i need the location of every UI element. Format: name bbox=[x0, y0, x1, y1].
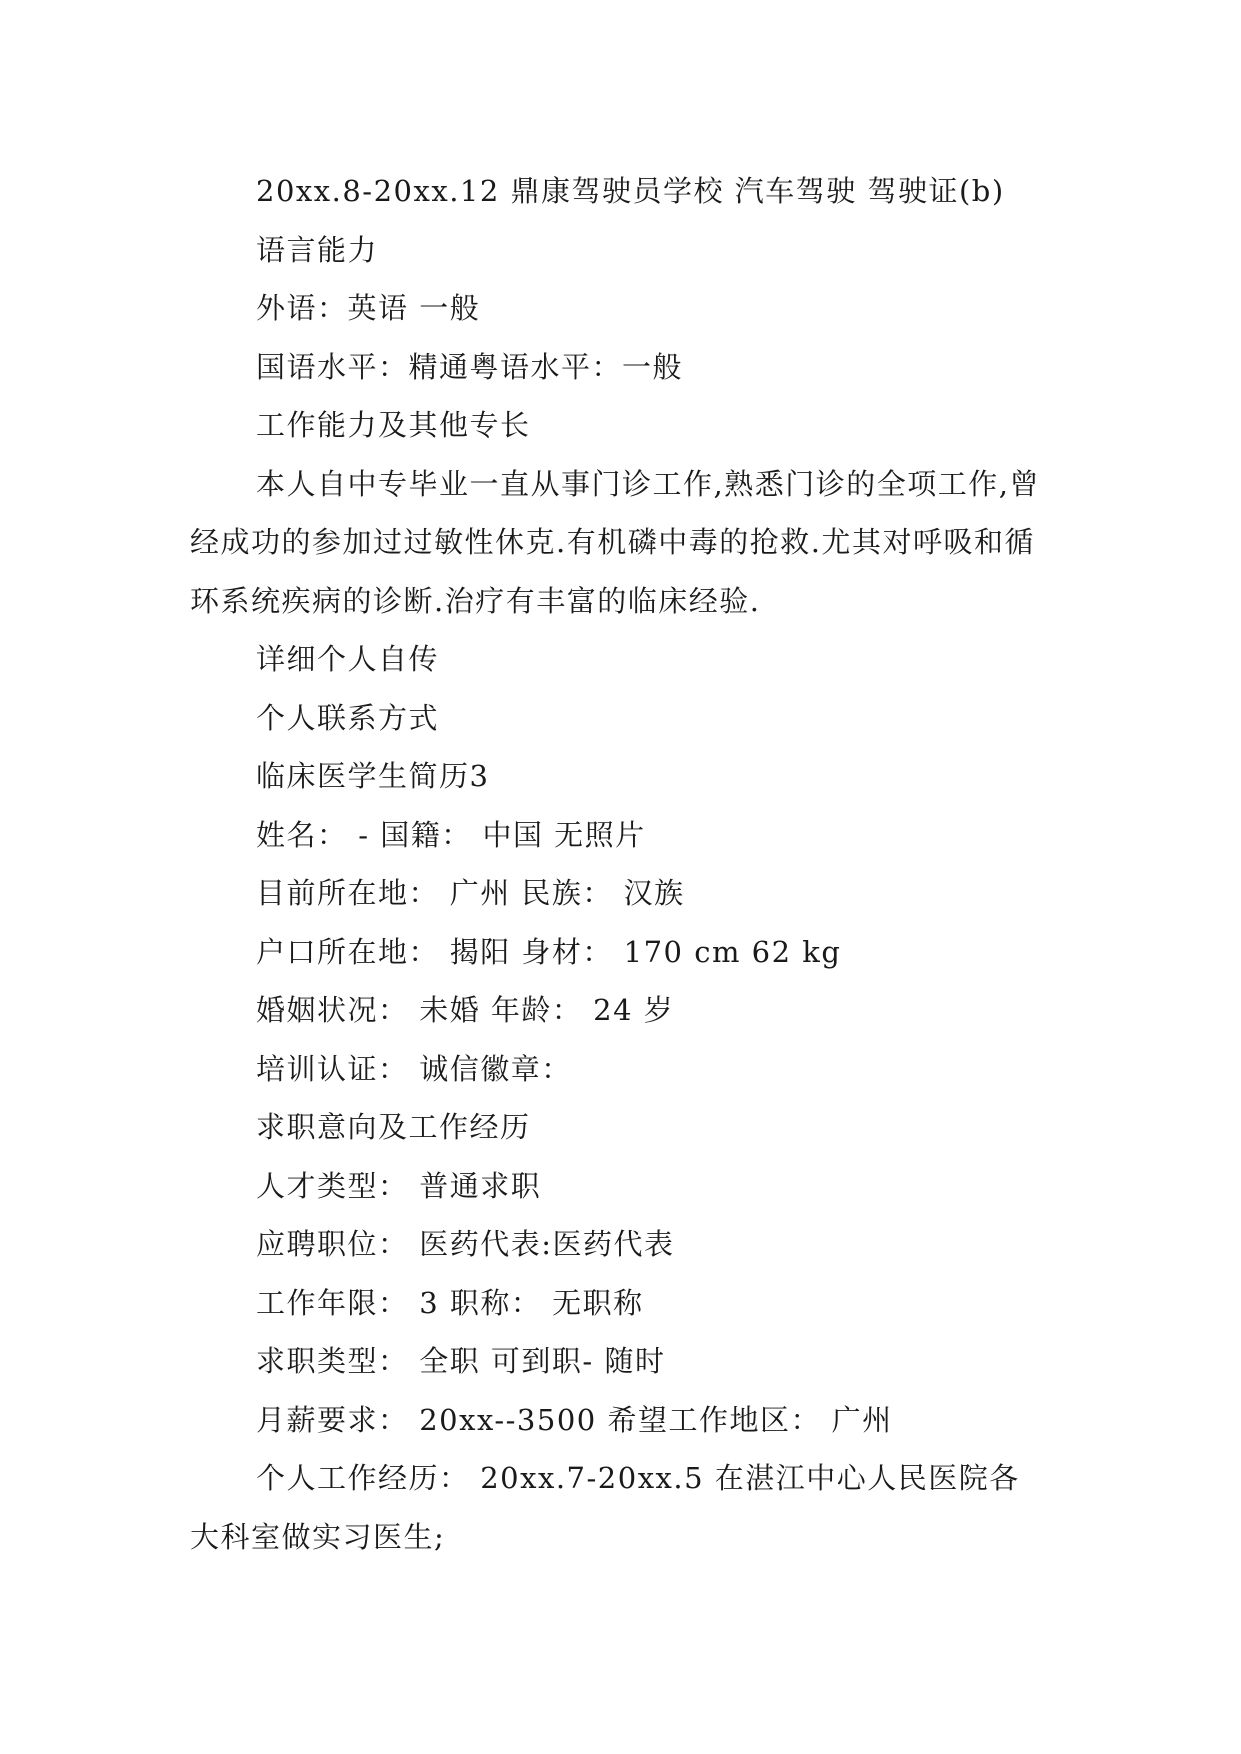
heading-contact: 个人联系方式 bbox=[256, 700, 440, 735]
heading-resume-3: 临床医学生简历3 bbox=[256, 759, 490, 793]
paragraph-mandarin-level: 国语水平：精通粤语水平：一般 bbox=[256, 349, 684, 384]
document-body bbox=[190, 162, 1050, 1566]
heading-language-ability: 语言能力 bbox=[256, 232, 379, 267]
heading-job-intention: 求职意向及工作经历 bbox=[256, 1110, 531, 1144]
paragraph-work-experience: 个人工作经历： 20xx.7-20xx.5 在湛江中心人民医院各大科室做实习医生; bbox=[190, 1461, 1020, 1554]
field-talent-type: 人才类型： 普通求职 bbox=[256, 1168, 542, 1203]
field-marital-age: 婚姻状况： 未婚 年龄： 24 岁 bbox=[256, 993, 675, 1027]
field-job-type: 求职类型： 全职 可到职- 随时 bbox=[256, 1344, 666, 1378]
field-work-years: 工作年限： 3 职称： 无职称 bbox=[256, 1285, 644, 1320]
heading-autobiography: 详细个人自传 bbox=[256, 642, 440, 676]
heading-work-ability: 工作能力及其他专长 bbox=[256, 408, 531, 442]
field-certification: 培训认证： 诚信徽章： bbox=[256, 1051, 572, 1086]
field-location-ethnicity: 目前所在地： 广州 民族： 汉族 bbox=[256, 876, 685, 910]
paragraph-driving-school: 20xx.8-20xx.12 鼎康驾驶员学校 汽车驾驶 驾驶证(b) bbox=[256, 174, 1005, 208]
field-name-nationality: 姓名： - 国籍： 中国 无照片 bbox=[256, 817, 646, 852]
field-position: 应聘职位： 医药代表:医药代表 bbox=[256, 1227, 675, 1261]
field-hukou-body: 户口所在地： 揭阳 身材： 170 cm 62 kg bbox=[256, 934, 842, 969]
field-salary-region: 月薪要求： 20xx--3500 希望工作地区： 广州 bbox=[256, 1402, 893, 1437]
paragraph-foreign-language: 外语：英语 一般 bbox=[256, 291, 481, 325]
paragraph-work-ability-description: 本人自中专毕业一直从事门诊工作,熟悉门诊的全项工作,曾经成功的参加过过敏性休克.有机磷中毒的抢救.尤其对呼吸和循环系统疾病的诊断.治疗有丰富的临床经验. bbox=[190, 466, 1040, 618]
